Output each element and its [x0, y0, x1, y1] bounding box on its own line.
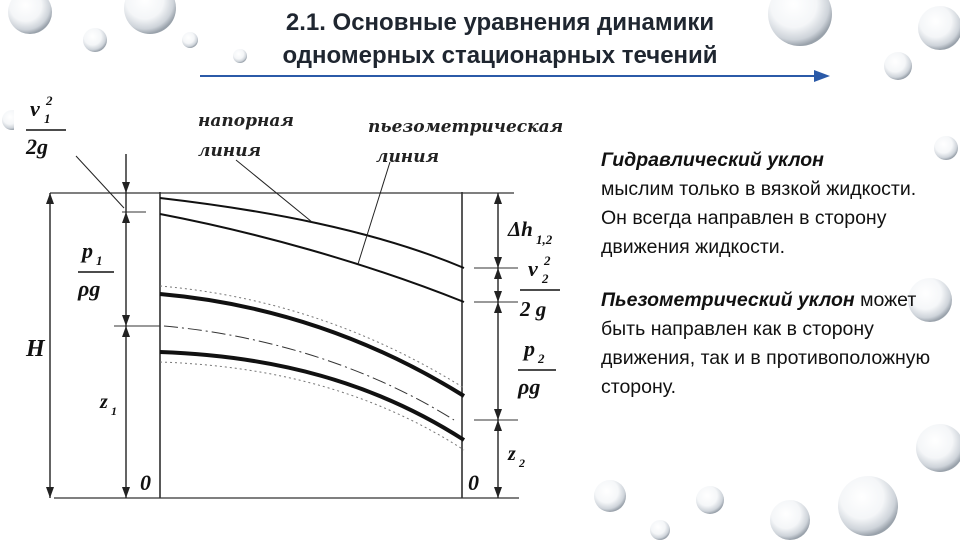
piezometric-slope-heading: Пьезометрический уклон	[601, 289, 855, 311]
symbol-v1-sub: 1	[44, 111, 51, 126]
symbol-v2-sub: 2	[542, 271, 549, 286]
symbol-2g-right: 2 g	[520, 297, 547, 321]
title-line-1: 2.1. Основные уравнения динамики	[285, 9, 715, 36]
symbol-p2: p	[524, 336, 535, 361]
page-number: 37	[941, 520, 952, 530]
flow-diagram	[14, 90, 574, 510]
symbol-2g-left: 2g	[26, 134, 48, 159]
pipe-upper-wall	[160, 294, 464, 396]
label-piezometric-line-1: пьезометрическая	[368, 117, 564, 137]
pressure-head-line	[160, 198, 464, 268]
hydraulic-slope-paragraph	[601, 146, 941, 262]
symbol-z1: z	[100, 391, 108, 413]
symbol-H: H	[26, 336, 45, 362]
symbol-z2: z	[508, 443, 516, 465]
hydraulic-slope-body: мыслим только в вязкой жидкости. Он всегда направлен в сторону движения жидкости.	[601, 178, 917, 258]
symbol-v1: v	[30, 96, 40, 121]
symbol-z1-sub: 1	[111, 404, 117, 418]
symbol-p2-sub: 2	[538, 351, 545, 366]
symbol-zero-left: 0	[140, 470, 151, 495]
hydraulic-slope-heading: Гидравлический уклон	[601, 149, 824, 171]
title-line-2: одномерных стационарных течений	[282, 42, 718, 69]
symbol-dh-sub: 1,2	[536, 232, 553, 247]
symbol-z2-sub: 2	[519, 456, 525, 470]
symbol-dh: Δh	[508, 217, 533, 241]
piezometric-slope-paragraph	[601, 286, 941, 402]
piezometric-line	[160, 214, 464, 302]
label-piezometric-line-2: линия	[376, 147, 440, 167]
title-underline-arrow	[200, 68, 830, 84]
slide-title	[200, 6, 800, 72]
label-pressure-line-2: линия	[198, 141, 262, 161]
piezometric-slope-body: может быть направлен как в сторону движения, так и в противоположную сторону.	[601, 289, 931, 398]
label-pressure-line-1: напорная	[198, 111, 294, 131]
symbol-rho-g-right: ρg	[518, 374, 541, 399]
symbol-p1: p	[82, 238, 93, 263]
symbol-v1-sup: 2	[46, 93, 53, 108]
symbol-v2-sup: 2	[544, 253, 551, 268]
symbol-rho-g-left: ρg	[78, 276, 101, 301]
symbol-p1-sub: 1	[96, 253, 103, 268]
symbol-zero-right: 0	[468, 470, 479, 495]
explanation-text	[601, 146, 941, 426]
symbol-v2: v	[528, 256, 538, 281]
